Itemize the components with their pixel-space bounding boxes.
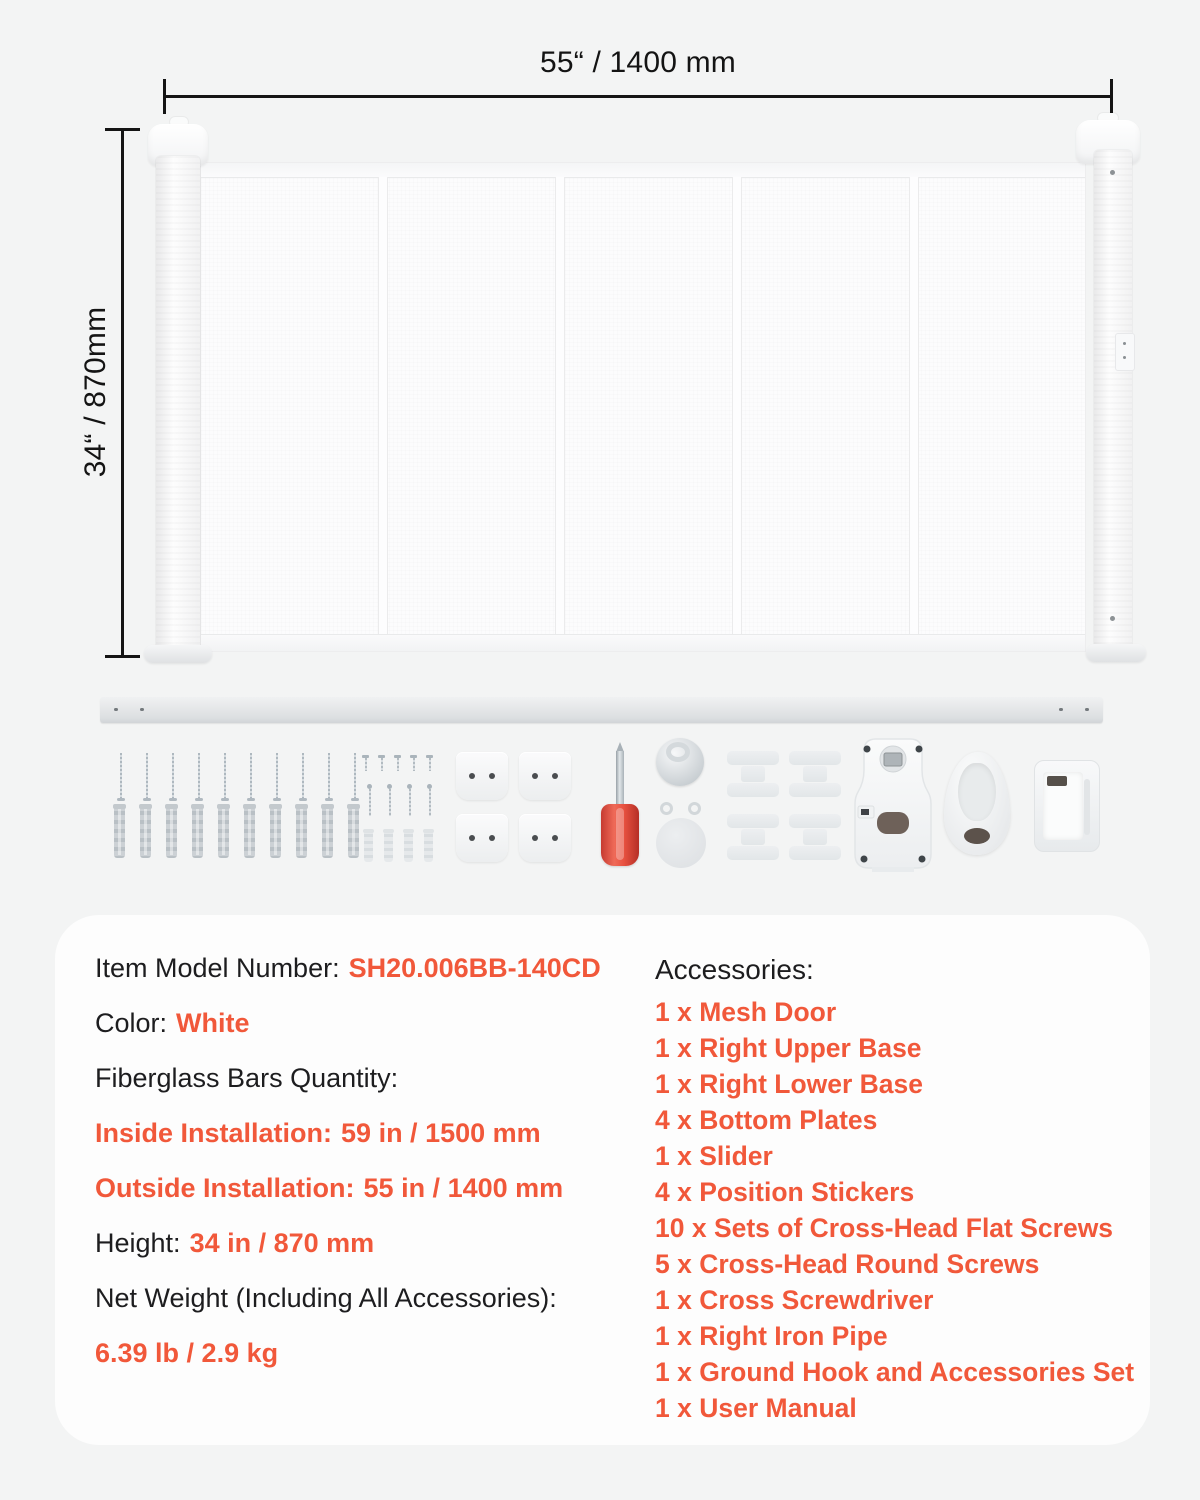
lower-base-hole [964,828,990,844]
screw-icon [194,753,204,803]
spec-outside-installation: Outside Installation: 55 in / 1400 mm [95,1173,564,1203]
bottom-plate-icon [456,752,508,800]
slider-ridge [1084,779,1090,835]
spec-bars-quantity: Fiberglass Bars Quantity: [95,1063,399,1093]
spec-net-weight-value: 6.39 lb / 2.9 kg [95,1338,279,1368]
accessory-item: 1 x Mesh Door [655,997,837,1027]
slider-icon [1034,760,1100,852]
long-screw-row [116,753,360,803]
anchor-icon [192,806,203,858]
flat-screw-icon [362,755,369,773]
flat-screw-row [362,755,433,773]
flat-screw-icon [410,755,417,773]
screw-icon [168,753,178,803]
screwdriver-shaft [616,751,624,806]
right-post-screw [1110,616,1115,621]
left-post-foot [144,645,212,663]
round-screw-icon [406,784,413,817]
mesh-panel-divider [732,177,742,635]
anchor-icon [114,806,125,858]
mesh-panel-divider [378,177,388,635]
washer-ring-icon [688,802,701,815]
height-dimension-line [121,128,124,658]
light-anchor-row [364,830,433,862]
mesh-top-rail [201,163,1085,178]
width-dimension-label: 55“ / 1400 mm [539,46,737,79]
screw-icon [324,753,334,803]
wall-anchor-row [114,806,359,858]
left-post [156,156,200,650]
slider-slot [1047,776,1067,786]
position-sticker-icon [789,751,841,797]
flat-screw-icon [426,755,433,773]
accessory-item: 1 x Right Lower Base [655,1069,924,1099]
accessory-item: 1 x Slider [655,1141,773,1171]
round-screw-icon [386,784,393,817]
lower-base-recess [958,763,996,821]
anchor-icon [322,806,333,858]
round-screw-icon [366,784,373,817]
light-anchor-icon [384,830,393,862]
anchor-icon [166,806,177,858]
right-upper-base-icon [852,736,934,874]
light-anchor-icon [364,830,373,862]
accessory-item: 1 x Right Upper Base [655,1033,922,1063]
accessory-item: 4 x Position Stickers [655,1177,915,1207]
screw-icon [246,753,256,803]
right-post-screw [1110,170,1115,175]
screw-icon [220,753,230,803]
light-anchor-icon [424,830,433,862]
light-anchor-icon [404,830,413,862]
screw-icon [298,753,308,803]
spec-height: Height: 34 in / 870 mm [95,1228,375,1258]
spec-inside-installation: Inside Installation: 59 in / 1500 mm [95,1118,541,1148]
right-lower-base-icon [944,752,1010,855]
screw-icon [350,753,360,803]
spec-net-weight-label: Net Weight (Including All Accessories): [95,1283,557,1313]
accessories-title: Accessories: [655,954,814,985]
mesh-bottom-rail [201,634,1085,651]
bottom-plate-icon [519,814,571,862]
accessory-item: 1 x Ground Hook and Accessories Set [655,1357,1135,1387]
accessory-item: 5 x Cross-Head Round Screws [655,1249,1040,1279]
anchor-icon [244,806,255,858]
anchor-icon [296,806,307,858]
spec-panel [55,915,1150,1445]
accessory-item: 1 x Cross Screwdriver [655,1285,934,1315]
round-screw-row [366,784,433,817]
flat-screw-icon [378,755,385,773]
spec-color: Color: White [95,1008,250,1038]
screw-icon [116,753,126,803]
accessories-column [655,953,1134,1445]
right-post-foot [1086,644,1146,662]
spec-column [95,953,655,1445]
screwdriver-icon [598,742,642,866]
anchor-icon [218,806,229,858]
bottom-plate-icon [456,814,508,862]
accessory-item: 1 x User Manual [655,1393,857,1423]
ground-hook-icon [656,738,704,786]
right-post [1094,150,1132,650]
screw-icon [272,753,282,803]
mesh-panel-divider [555,177,565,635]
accessory-item: 4 x Bottom Plates [655,1105,878,1135]
position-sticker-icon [727,751,779,797]
anchor-icon [140,806,151,858]
bottom-plate-icon [519,752,571,800]
spec-model-number: Item Model Number: SH20.006BB-140CD [95,953,601,983]
position-sticker-icon [789,814,841,860]
accessory-item: 1 x Right Iron Pipe [655,1321,888,1351]
mesh-panel-divider [909,177,919,635]
screwdriver-handle [601,804,639,866]
slider-on-post [1115,333,1135,371]
height-dimension-label: 34“ / 870mm [79,306,112,478]
flat-screw-icon [394,755,401,773]
washer-ring-icon [660,802,673,815]
accessory-item: 10 x Sets of Cross-Head Flat Screws [655,1213,1114,1243]
anchor-icon [270,806,281,858]
ground-pad-icon [656,818,706,868]
anchor-icon [348,806,359,858]
screw-icon [142,753,152,803]
round-screw-icon [426,784,433,817]
position-sticker-icon [727,814,779,860]
width-dimension-line [163,95,1113,98]
right-iron-pipe-icon [100,697,1103,723]
mesh-gate-icon [200,162,1086,652]
